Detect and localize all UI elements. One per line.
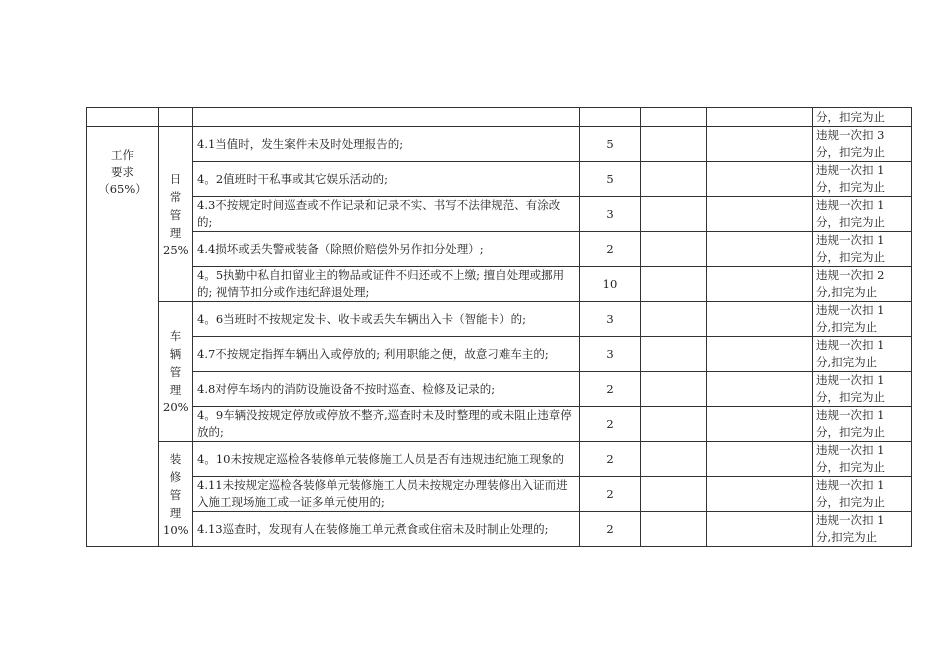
- item-cell: 4.8对停车场内的消防设施设备不按时巡查、检修及记录的;: [193, 372, 580, 407]
- assessment-table: [86, 107, 912, 547]
- table-row: [87, 302, 912, 337]
- item-cell: 4.13巡查时，发现有人在装修施工单元煮食或住宿未及时制止处理的;: [193, 512, 580, 547]
- score-cell: 2: [580, 442, 641, 477]
- table-row: [87, 442, 912, 477]
- group-pct: 10%: [163, 522, 189, 537]
- rule-cell: 违规一次扣 1 分,扣完为止: [813, 302, 912, 337]
- table-row: [87, 197, 912, 232]
- score-cell: 2: [580, 477, 641, 512]
- group-pct: 25%: [163, 242, 189, 257]
- item-cell: 4.4损坏或丢失警戒装备（除照价赔偿外另作扣分处理）;: [193, 232, 580, 267]
- category-label: 要求: [111, 165, 134, 179]
- score-cell: 2: [580, 372, 641, 407]
- score-cell: 2: [580, 512, 641, 547]
- table-row: [87, 232, 912, 267]
- rule-cell: 违规一次扣 1 分，扣完为止: [813, 442, 912, 477]
- group-pct: 20%: [163, 400, 189, 414]
- score-cell: 2: [580, 232, 641, 267]
- score-cell: 5: [580, 127, 641, 162]
- rule-cell: 违规一次扣 1 分，扣完为止: [813, 162, 912, 197]
- item-cell: 4.7不按规定指挥车辆出入或停放的; 利用职能之便，故意刁难车主的;: [193, 337, 580, 372]
- score-cell: 5: [580, 162, 641, 197]
- table-row: [87, 372, 912, 407]
- table-row: [87, 512, 912, 547]
- table-row: [87, 477, 912, 512]
- table-row: [87, 407, 912, 442]
- rule-cell: 分，扣完为止: [813, 108, 912, 127]
- item-cell: 4.3不按规定时间巡查或不作记录和记录不实、书写不法律规范、有涂改的;: [193, 197, 580, 232]
- group-name: 装修管理: [169, 451, 182, 520]
- category-label: 工作: [111, 148, 134, 162]
- table-row: [87, 267, 912, 302]
- group-cell-daily: [159, 127, 193, 302]
- rule-cell: 违规一次扣 1 分，扣完为止: [813, 372, 912, 407]
- group-cell-vehicle: [159, 302, 193, 442]
- rule-cell: 违规一次扣 1 分，扣完为止: [813, 407, 912, 442]
- item-cell: 4.11未按规定巡检各装修单元装修施工人员未按规定办理装修出入证而进入施工现场施工或一证多单元使用的;: [193, 477, 580, 512]
- table-row: [87, 162, 912, 197]
- group-cell-renovation: [159, 442, 193, 547]
- score-cell: 10: [580, 267, 641, 302]
- rule-cell: 违规一次扣 3 分，扣完为止: [813, 127, 912, 162]
- rule-cell: 违规一次扣 2 分,扣完为止: [813, 267, 912, 302]
- table-row: [87, 127, 912, 162]
- score-cell: 2: [580, 407, 641, 442]
- group-name: 车辆管理: [169, 329, 182, 397]
- rule-cell: 违规一次扣 1 分,扣完为止: [813, 337, 912, 372]
- category-cell: [87, 127, 159, 547]
- score-cell: 3: [580, 337, 641, 372]
- table-row: [87, 337, 912, 372]
- rule-cell: 违规一次扣 1 分,扣完为止: [813, 512, 912, 547]
- item-cell: 4。9车辆没按规定停放或停放不整齐,巡查时未及时整理的或未阻止违章停放的;: [193, 407, 580, 442]
- rule-cell: 违规一次扣 1 分，扣完为止: [813, 197, 912, 232]
- rule-cell: 违规一次扣 1 分，扣完为止: [813, 477, 912, 512]
- table-row: [87, 108, 912, 127]
- item-cell: 4。5执勤中私自扣留业主的物品或证件不归还或不上缴; 擅自处理或挪用的; 视情节扣分或作违纪辞退处理;: [193, 267, 580, 302]
- item-cell: 4。2值班时干私事或其它娱乐活动的;: [193, 162, 580, 197]
- item-cell: 4。6当班时不按规定发卡、收卡或丢失车辆出入卡（智能卡）的;: [193, 302, 580, 337]
- score-cell: 3: [580, 197, 641, 232]
- rule-cell: 违规一次扣 1 分，扣完为止: [813, 232, 912, 267]
- group-name: 日常管理: [169, 171, 182, 240]
- item-cell: 4.1当值时，发生案件未及时处理报告的;: [193, 127, 580, 162]
- score-cell: 3: [580, 302, 641, 337]
- item-cell: 4。10未按规定巡检各装修单元装修施工人员是否有违规违纪施工现象的: [193, 442, 580, 477]
- category-label: （65%）: [98, 182, 147, 196]
